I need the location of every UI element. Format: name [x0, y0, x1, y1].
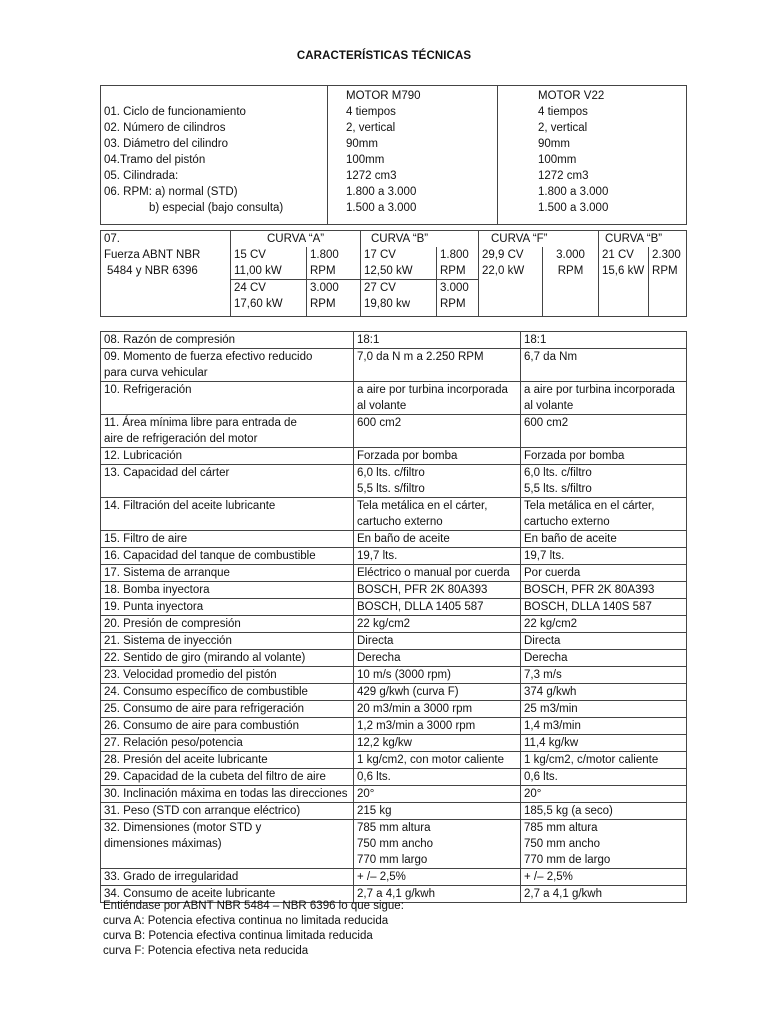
row-value-m790: 100mm — [328, 152, 498, 168]
cell-line: 24. Consumo específico de combustible — [104, 686, 308, 698]
curve-b-rpm-unit-2: RPM — [437, 296, 479, 317]
spec-value-v22 — [521, 718, 687, 735]
spec-label — [101, 786, 354, 803]
cell-line: 19,7 lts. — [357, 550, 398, 562]
spec-label — [101, 718, 354, 735]
table-row — [101, 332, 687, 349]
table-row — [101, 582, 687, 599]
table-row — [101, 448, 687, 465]
spec-value-m790 — [354, 650, 521, 667]
power-curves-table — [100, 230, 687, 317]
cell-line: 30. Inclinación máxima en todas las direcciones — [104, 788, 348, 800]
row-label: 04.Tramo del pistón — [101, 152, 328, 168]
spec-label — [101, 382, 354, 415]
row-value-m790: 1.500 a 3.000 — [328, 200, 498, 225]
table-row — [101, 820, 687, 869]
spec-label — [101, 803, 354, 820]
spec-value-v22 — [521, 349, 687, 382]
spec-label — [101, 752, 354, 769]
cell-line: En baño de aceite — [524, 533, 617, 545]
page-title: CARACTERÍSTICAS TÉCNICAS — [296, 50, 472, 62]
spec-label — [101, 701, 354, 718]
cell-line — [104, 514, 350, 530]
spec-value-v22 — [521, 332, 687, 349]
cell-line: 17. Sistema de arranque — [104, 567, 230, 579]
curve-f-kw: 22,0 kW — [479, 263, 543, 317]
cell-line: para curva vehicular — [104, 367, 208, 379]
cell-line: 770 mm de largo — [524, 854, 611, 866]
cell-line: 15. Filtro de aire — [104, 533, 188, 545]
cell-line: 1,2 m3/min a 3000 rpm — [357, 720, 476, 732]
spec-value-m790 — [354, 349, 521, 382]
cell-line: Tela metálica en el cárter, — [357, 500, 488, 512]
row-value-v22: 1.500 a 3.000 — [498, 200, 687, 225]
row-value-m790: 1.800 a 3.000 — [328, 184, 498, 200]
spec-value-m790 — [354, 548, 521, 565]
spec-value-m790 — [354, 718, 521, 735]
cell-line: 1,4 m3/min — [524, 720, 581, 732]
spec-label — [101, 415, 354, 448]
cell-line: 20° — [524, 788, 542, 800]
spec-value-v22 — [521, 684, 687, 701]
table-row — [101, 701, 687, 718]
cell-line: 19. Punta inyectora — [104, 601, 204, 613]
table-row — [101, 599, 687, 616]
spec-value-v22 — [521, 498, 687, 531]
cell-line: Eléctrico o manual por cuerda — [357, 567, 510, 579]
cell-line: 16. Capacidad del tanque de combustible — [104, 550, 316, 562]
spec-label — [101, 869, 354, 886]
spec-value-m790 — [354, 465, 521, 498]
curve-f-cv: 29,9 CV — [479, 247, 543, 263]
curve-b-kw-2: 19,80 kw — [361, 296, 437, 317]
table-row — [101, 650, 687, 667]
spec-label — [101, 531, 354, 548]
cell-line: 29. Capacidad de la cubeta del filtro de aire — [104, 771, 326, 783]
curve-b-rpm-unit-1: RPM — [437, 263, 479, 280]
table-row — [101, 565, 687, 582]
spec-value-v22 — [521, 633, 687, 650]
cell-line: 6,0 lts. c/filtro — [524, 467, 592, 479]
cell-line: dimensiones máximas) — [104, 838, 222, 850]
spec-label — [101, 448, 354, 465]
row-value-v22: 4 tiempos — [498, 104, 687, 120]
spec-value-v22 — [521, 869, 687, 886]
cell-line: aire de refrigeración del motor — [104, 433, 258, 445]
table-row — [101, 633, 687, 650]
spec-value-v22 — [521, 599, 687, 616]
cell-line: 20° — [357, 788, 375, 800]
cell-line: 31. Peso (STD con arranque eléctrico) — [104, 805, 301, 817]
table-row — [101, 498, 687, 531]
general-header-blank — [101, 86, 328, 105]
spec-value-m790 — [354, 786, 521, 803]
spec-value-v22 — [521, 531, 687, 548]
spec-value-m790 — [354, 616, 521, 633]
curve-b2-rpm: 2.300 — [649, 247, 687, 263]
table-row — [101, 104, 687, 120]
table-row — [101, 616, 687, 633]
spec-value-m790 — [354, 415, 521, 448]
table-row — [101, 718, 687, 735]
curve-b-cv-1: 17 CV — [361, 247, 437, 263]
cell-line: 11,4 kg/kw — [524, 737, 579, 749]
curve-b-cv-2: 27 CV — [361, 280, 437, 297]
spec-value-m790 — [354, 701, 521, 718]
curve-b-kw-1: 12,50 kW — [361, 263, 437, 280]
spec-value-m790 — [354, 803, 521, 820]
cell-line: 2,7 a 4,1 g/kwh — [524, 888, 602, 900]
curve-a-cv-1: 15 CV — [231, 247, 307, 263]
spec-label — [101, 498, 354, 531]
cell-line: 12,2 kg/kw — [357, 737, 412, 749]
cell-line: 20. Presión de compresión — [104, 618, 241, 630]
spec-value-m790 — [354, 599, 521, 616]
spec-value-v22 — [521, 616, 687, 633]
spec-value-v22 — [521, 735, 687, 752]
spec-value-v22 — [521, 752, 687, 769]
table-row — [101, 200, 687, 225]
spec-value-m790 — [354, 769, 521, 786]
row-value-m790: 1272 cm3 — [328, 168, 498, 184]
table-row — [101, 769, 687, 786]
cell-line: 429 g/kwh (curva F) — [357, 686, 459, 698]
cell-line: 13. Capacidad del cárter — [104, 467, 230, 479]
spec-value-m790 — [354, 820, 521, 869]
cell-line: 28. Presión del aceite lubricante — [104, 754, 268, 766]
spec-value-m790 — [354, 582, 521, 599]
cell-line: BOSCH, DLLA 140S 587 — [524, 601, 652, 613]
cell-line: En baño de aceite — [357, 533, 450, 545]
cell-line: 14. Filtración del aceite lubricante — [104, 500, 276, 512]
curve-f-rpm: 3.000 — [543, 247, 599, 263]
cell-line: Forzada por bomba — [524, 450, 625, 462]
curve-b-header: CURVA “B” — [361, 231, 479, 248]
curve-b2-kw: 15,6 kW — [599, 263, 649, 317]
spec-label — [101, 565, 354, 582]
cell-line: Derecha — [357, 652, 401, 664]
table-row — [101, 786, 687, 803]
cell-line: 22 kg/cm2 — [524, 618, 578, 630]
cell-line: Tela metálica en el cárter, — [524, 500, 655, 512]
row-value-v22: 1.800 a 3.000 — [498, 184, 687, 200]
cell-line: 6,7 da Nm — [524, 351, 578, 363]
spec-label — [101, 735, 354, 752]
table-row — [101, 531, 687, 548]
table-row — [101, 684, 687, 701]
spec-value-v22 — [521, 820, 687, 869]
cell-line — [104, 481, 350, 497]
table-row — [101, 120, 687, 136]
header-motor-m790: MOTOR M790 — [328, 86, 498, 105]
cell-line: 10 m/s (3000 rpm) — [357, 669, 451, 681]
cell-line: 11. Área mínima libre para entrada de — [104, 417, 297, 429]
spec-value-v22 — [521, 448, 687, 465]
note-line: curva B: Potencia efectiva continua limitada reducida — [103, 930, 373, 942]
row-label: 06. RPM: a) normal (STD) — [101, 184, 328, 200]
spec-label — [101, 465, 354, 498]
cell-line: 5,5 lts. s/filtro — [524, 483, 592, 495]
cell-line: 0,6 lts. — [357, 771, 391, 783]
spec-value-m790 — [354, 332, 521, 349]
table-row — [101, 382, 687, 415]
cell-line: 23. Velocidad promedio del pistón — [104, 669, 277, 681]
cell-line: cartucho externo — [357, 516, 443, 528]
spec-value-v22 — [521, 465, 687, 498]
spec-label — [101, 769, 354, 786]
curve-a-rpm-2: 3.000 — [307, 280, 361, 297]
cell-line: cartucho externo — [524, 516, 610, 528]
spec-label — [101, 599, 354, 616]
cell-line: a aire por turbina incorporada — [357, 384, 508, 396]
spec-value-m790 — [354, 531, 521, 548]
spec-label — [101, 684, 354, 701]
curve-a-kw-2: 17,60 kW — [231, 296, 307, 317]
cell-line: 7,3 m/s — [524, 669, 562, 681]
curve-a-rpm-unit-1: RPM — [307, 263, 361, 280]
spec-value-m790 — [354, 869, 521, 886]
cell-line: 09. Momento de fuerza efectivo reducido — [104, 351, 313, 363]
cell-line: 19,7 lts. — [524, 550, 565, 562]
note-line: curva A: Potencia efectiva continua no limitada reducida — [103, 915, 389, 927]
curve-f-rpm-unit: RPM — [543, 263, 599, 317]
cell-line: 21. Sistema de inyección — [104, 635, 232, 647]
spec-value-v22 — [521, 382, 687, 415]
cell-line: BOSCH, PFR 2K 80A393 — [357, 584, 488, 596]
cell-line: 1 kg/cm2, c/motor caliente — [524, 754, 659, 766]
cell-line: 770 mm largo — [357, 854, 428, 866]
row-value-v22: 2, vertical — [498, 120, 687, 136]
spec-label — [101, 667, 354, 684]
cell-line: 600 cm2 — [524, 417, 569, 429]
cell-line: 750 mm ancho — [524, 838, 601, 850]
cell-line: 32. Dimensiones (motor STD y — [104, 822, 262, 834]
spec-label — [101, 616, 354, 633]
row-label: 03. Diámetro del cilindro — [101, 136, 328, 152]
cell-line: 27. Relación peso/potencia — [104, 737, 243, 749]
curve-a-header: CURVA “A” — [231, 231, 361, 248]
cell-line: 785 mm altura — [524, 822, 598, 834]
curve-b2-cv: 21 CV — [599, 247, 649, 263]
cell-line: 185,5 kg (a seco) — [524, 805, 613, 817]
cell-line — [104, 398, 350, 414]
curve-a-cv-2: 24 CV — [231, 280, 307, 297]
cell-line: BOSCH, DLLA 1405 587 — [357, 601, 484, 613]
table-row — [101, 803, 687, 820]
spec-label — [101, 820, 354, 869]
curve-a-rpm-unit-2: RPM — [307, 296, 361, 317]
cell-line: Directa — [524, 635, 561, 647]
cell-line: 22 kg/cm2 — [357, 618, 411, 630]
spec-value-m790 — [354, 448, 521, 465]
note-line: curva F: Potencia efectiva neta reducida — [103, 945, 309, 957]
row-value-m790: 4 tiempos — [328, 104, 498, 120]
cell-line: 1 kg/cm2, con motor caliente — [357, 754, 505, 766]
spec-value-v22 — [521, 701, 687, 718]
table-row — [101, 735, 687, 752]
spec-value-m790 — [354, 667, 521, 684]
cell-line: 7,0 da N m a 2.250 RPM — [357, 351, 484, 363]
spec-value-m790 — [354, 498, 521, 531]
cell-line: 6,0 lts. c/filtro — [357, 467, 425, 479]
cell-line: 215 kg — [357, 805, 392, 817]
spec-label — [101, 633, 354, 650]
header-motor-v22: MOTOR V22 — [498, 86, 687, 105]
cell-line: 0,6 lts. — [524, 771, 558, 783]
table-row — [101, 752, 687, 769]
table-row — [101, 869, 687, 886]
cell-line: al volante — [524, 400, 574, 412]
curve-b-rpm-1: 1.800 — [437, 247, 479, 263]
spec-value-v22 — [521, 886, 687, 903]
spec-value-v22 — [521, 565, 687, 582]
cell-line: 34. Consumo de aceite lubricante — [104, 888, 276, 900]
notes — [103, 899, 404, 959]
cell-line: BOSCH, PFR 2K 80A393 — [524, 584, 655, 596]
cell-line: 20 m3/min a 3000 rpm — [357, 703, 473, 715]
row-label: b) especial (bajo consulta) — [101, 200, 328, 225]
curve-b2-rpm-unit: RPM — [649, 263, 687, 317]
spec-value-m790 — [354, 633, 521, 650]
table-row — [101, 349, 687, 382]
general-specs-table — [100, 85, 687, 225]
row-label: 02. Número de cilindros — [101, 120, 328, 136]
cell-line: Derecha — [524, 652, 568, 664]
spec-value-v22 — [521, 667, 687, 684]
spec-value-v22 — [521, 786, 687, 803]
curve-a-kw-1: 11,00 kW — [231, 263, 307, 280]
cell-line: + /– 2,5% — [357, 871, 406, 883]
spec-value-v22 — [521, 582, 687, 599]
cell-line: 5,5 lts. s/filtro — [357, 483, 425, 495]
spec-label — [101, 650, 354, 667]
table-row — [101, 136, 687, 152]
row-value-m790: 2, vertical — [328, 120, 498, 136]
spec-value-m790 — [354, 565, 521, 582]
table-row — [101, 152, 687, 168]
spec-label — [101, 349, 354, 382]
curve-f-header: CURVA “F” — [479, 231, 599, 248]
cell-line: Forzada por bomba — [357, 450, 458, 462]
cell-line: 18. Bomba inyectora — [104, 584, 210, 596]
cell-line: 750 mm ancho — [357, 838, 434, 850]
spec-label — [101, 548, 354, 565]
cell-line: 2,7 a 4,1 g/kwh — [357, 888, 435, 900]
row-label: 05. Cilindrada: — [101, 168, 328, 184]
row-value-v22: 100mm — [498, 152, 687, 168]
detailed-specs-table — [100, 331, 687, 903]
fuerza-label: 07. Fuerza ABNT NBR 5484 y NBR 6396 — [101, 231, 231, 317]
row-value-v22: 90mm — [498, 136, 687, 152]
cell-line: 10. Refrigeración — [104, 384, 192, 396]
spec-value-m790 — [354, 752, 521, 769]
curve-b2-header: CURVA “B” — [599, 231, 687, 248]
spec-value-v22 — [521, 650, 687, 667]
spec-value-v22 — [521, 415, 687, 448]
table-row — [101, 168, 687, 184]
spec-value-v22 — [521, 769, 687, 786]
cell-line: 785 mm altura — [357, 822, 431, 834]
table-row — [101, 667, 687, 684]
cell-line: Por cuerda — [524, 567, 581, 579]
table-row — [101, 415, 687, 448]
cell-line: a aire por turbina incorporada — [524, 384, 675, 396]
table-row — [101, 465, 687, 498]
spec-value-v22 — [521, 803, 687, 820]
note-line: Entiéndase por ABNT NBR 5484 – NBR 6396 lo que sigue: — [103, 900, 404, 912]
spec-value-m790 — [354, 684, 521, 701]
cell-line: 25 m3/min — [524, 703, 578, 715]
spec-value-m790 — [354, 382, 521, 415]
cell-line: 25. Consumo de aire para refrigeración — [104, 703, 305, 715]
cell-line: 600 cm2 — [357, 417, 402, 429]
spec-label — [101, 582, 354, 599]
spec-value-m790 — [354, 735, 521, 752]
cell-line: 12. Lubricación — [104, 450, 182, 462]
spec-label — [101, 332, 354, 349]
cell-line: 374 g/kwh — [524, 686, 577, 698]
row-label: 01. Ciclo de funcionamiento — [101, 104, 328, 120]
cell-line: al volante — [357, 400, 407, 412]
cell-line: Directa — [357, 635, 394, 647]
table-row — [101, 184, 687, 200]
cell-line: + /– 2,5% — [524, 871, 573, 883]
row-value-v22: 1272 cm3 — [498, 168, 687, 184]
cell-line: 22. Sentido de giro (mirando al volante) — [104, 652, 306, 664]
cell-line: 18:1 — [524, 334, 547, 346]
cell-line — [104, 852, 350, 868]
cell-line: 08. Razón de compresión — [104, 334, 236, 346]
cell-line: 33. Grado de irregularidad — [104, 871, 239, 883]
row-value-m790: 90mm — [328, 136, 498, 152]
curve-b-rpm-2: 3.000 — [437, 280, 479, 297]
spec-value-v22 — [521, 548, 687, 565]
table-row — [101, 548, 687, 565]
cell-line: 18:1 — [357, 334, 380, 346]
cell-line: 26. Consumo de aire para combustión — [104, 720, 299, 732]
curve-a-rpm-1: 1.800 — [307, 247, 361, 263]
